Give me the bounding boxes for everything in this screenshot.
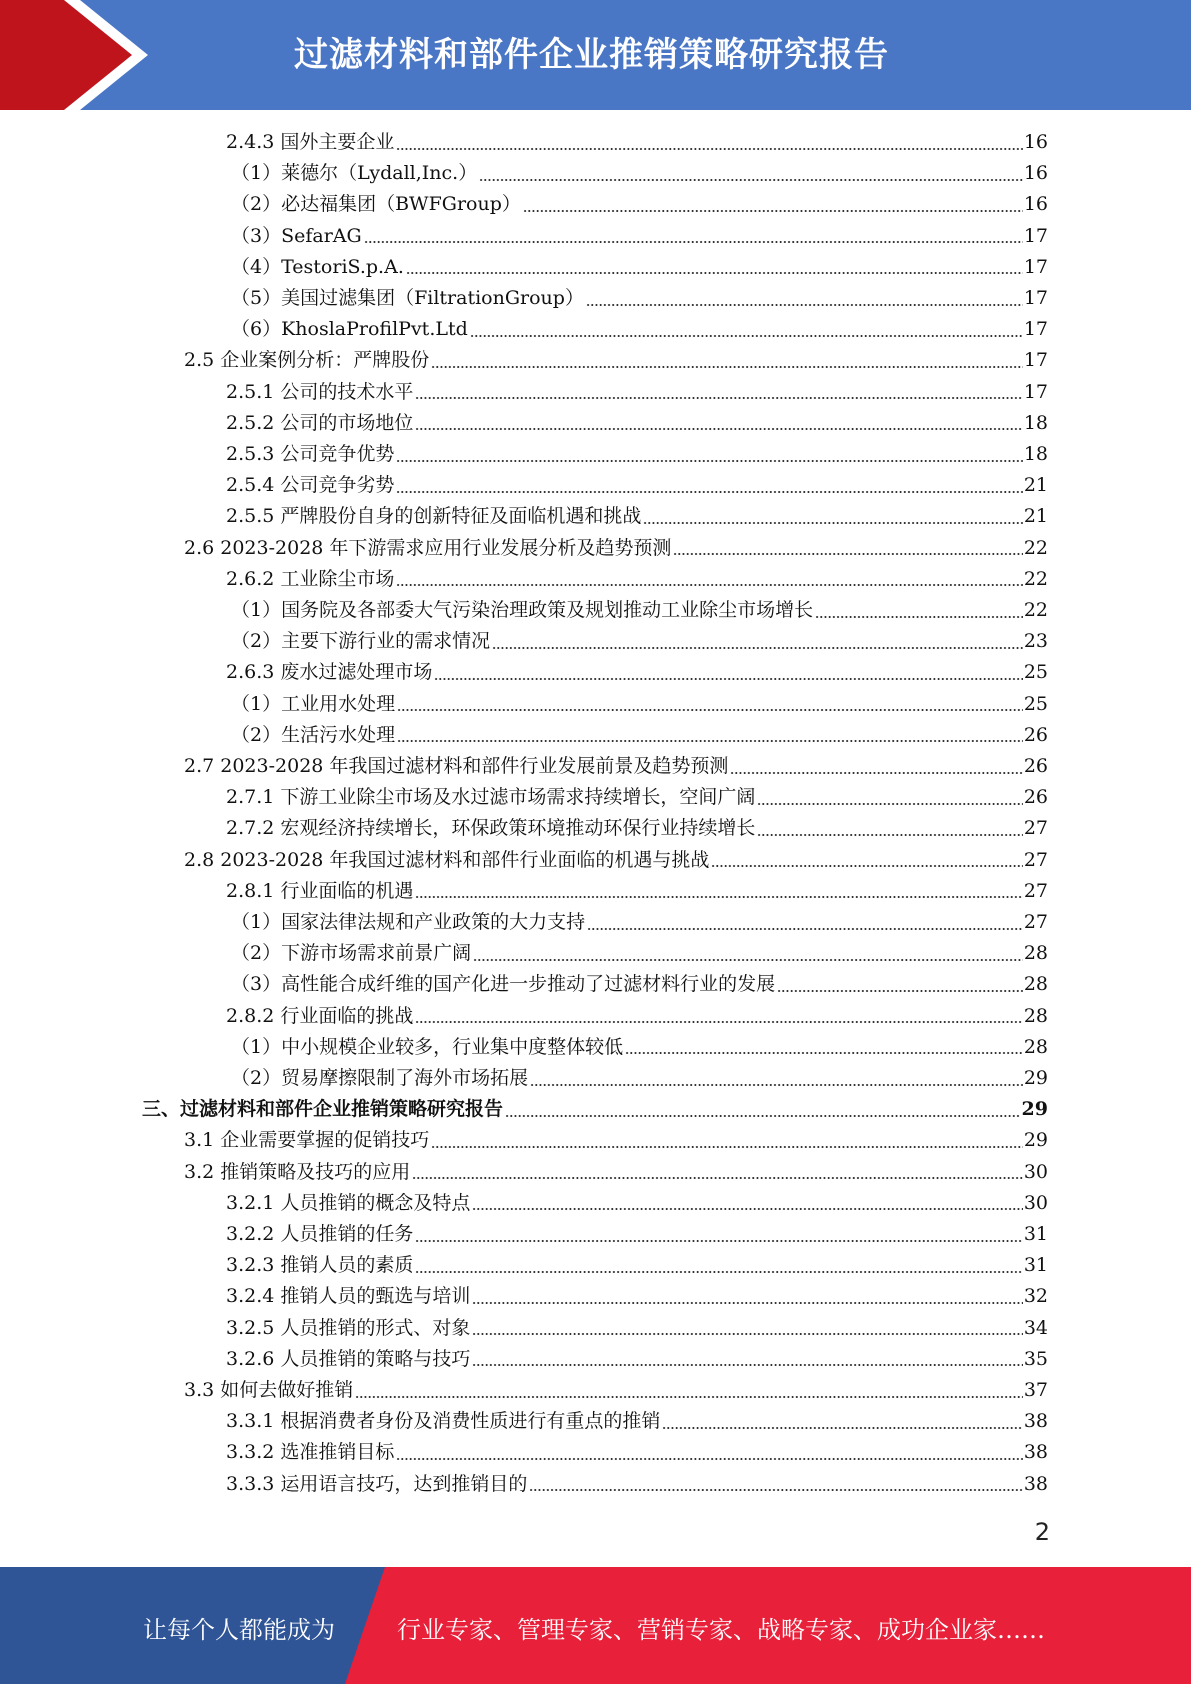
toc-entry-title: 2.7.2 宏观经济持续增长，环保政策环境推动环保行业持续增长: [226, 817, 756, 840]
toc-entry[interactable]: [226, 1437, 1048, 1468]
toc-entry[interactable]: [231, 1032, 1048, 1063]
toc-entry[interactable]: [231, 221, 1048, 252]
toc-dot-leader: [412, 1177, 1023, 1179]
footer-slogan: 让每个人都能成为: [143, 1616, 335, 1644]
toc-dot-leader: [479, 179, 1023, 181]
toc-dot-leader: [586, 304, 1023, 306]
toc-dot-leader: [415, 896, 1022, 898]
toc-entry[interactable]: [184, 533, 1048, 564]
toc-dot-leader: [757, 834, 1022, 836]
toc-entry-title: （6）KhoslaProfilPvt.Ltd: [231, 318, 468, 341]
toc-entry-title: 3.3.3 运用语言技巧，达到推销目的: [226, 1472, 528, 1495]
toc-entry-page: 26: [1023, 723, 1048, 746]
toc-dot-leader: [673, 553, 1022, 555]
toc-entry-page: 38: [1023, 1410, 1048, 1433]
toc-entry[interactable]: [226, 1469, 1048, 1500]
toc-entry-page: 27: [1023, 848, 1048, 871]
toc-entry-page: 25: [1023, 661, 1048, 684]
toc-dot-leader: [472, 1364, 1022, 1366]
toc-dot-leader: [472, 1302, 1022, 1304]
toc-dot-leader: [587, 928, 1023, 930]
toc-entry[interactable]: [142, 1094, 1048, 1125]
toc-dot-leader: [711, 865, 1022, 867]
toc-dot-leader: [406, 272, 1023, 274]
toc-entry[interactable]: [184, 751, 1048, 782]
toc-entry[interactable]: [226, 439, 1048, 470]
toc-entry-page: 28: [1023, 1035, 1048, 1058]
toc-dot-leader: [529, 1489, 1022, 1491]
toc-dot-leader: [415, 1021, 1022, 1023]
toc-entry[interactable]: [231, 1063, 1048, 1094]
toc-entry-page: 28: [1023, 973, 1048, 996]
toc-entry[interactable]: [226, 1344, 1048, 1375]
toc-entry[interactable]: [231, 689, 1048, 720]
header-band: [0, 0, 1191, 110]
toc-entry[interactable]: [226, 1406, 1048, 1437]
toc-entry[interactable]: [226, 813, 1048, 844]
toc-entry[interactable]: [226, 782, 1048, 813]
toc-dot-leader: [472, 1333, 1022, 1335]
toc-entry-title: 3.2.4 推销人员的甄选与培训: [226, 1285, 471, 1308]
toc-entry[interactable]: [184, 345, 1048, 376]
toc-entry[interactable]: [231, 720, 1048, 751]
toc-entry-title: （1）工业用水处理: [231, 692, 396, 715]
toc-entry-page: 16: [1023, 193, 1048, 216]
toc-entry-page: 32: [1023, 1285, 1048, 1308]
toc-entry[interactable]: [226, 1219, 1048, 1250]
toc-entry-title: （1）国家法律法规和产业政策的大力支持: [231, 911, 586, 933]
toc-dot-leader: [492, 647, 1023, 649]
toc-dot-leader: [397, 709, 1023, 711]
toc-entry[interactable]: [226, 1281, 1048, 1312]
toc-dot-leader: [815, 616, 1023, 618]
toc-entry[interactable]: [226, 408, 1048, 439]
toc-entry[interactable]: [226, 876, 1048, 907]
toc-dot-leader: [431, 366, 1023, 368]
toc-dot-leader: [523, 210, 1023, 212]
toc-entry-title: （3）高性能合成纤维的国产化进一步推动了过滤材料行业的发展: [231, 973, 776, 996]
toc-dot-leader: [364, 241, 1023, 243]
toc-entry-page: 17: [1023, 255, 1048, 278]
toc-entry[interactable]: [184, 845, 1048, 876]
toc-entry-page: 22: [1023, 599, 1048, 621]
toc-dot-leader: [355, 1396, 1023, 1398]
toc-entry-title: 2.5.1 公司的技术水平: [226, 380, 414, 403]
toc-entry-title: （4）TestoriS.p.A.: [231, 255, 404, 278]
page-title: 过滤材料和部件企业推销策略研究报告: [294, 35, 889, 75]
toc-dot-leader: [662, 1427, 1022, 1429]
toc-entry[interactable]: [226, 564, 1048, 595]
toc-entry-page: 27: [1023, 879, 1048, 902]
toc-entry[interactable]: [226, 1313, 1048, 1344]
toc-entry[interactable]: [184, 1375, 1048, 1406]
toc-entry-title: （1）莱德尔（Lydall,Inc.）: [231, 162, 478, 185]
toc-entry-page: 22: [1023, 567, 1048, 590]
toc-entry[interactable]: [231, 626, 1048, 657]
toc-entry-title: 3.3 如何去做好推销: [184, 1379, 354, 1401]
toc-entry-title: 2.6.2 工业除尘市场: [226, 567, 395, 590]
toc-dot-leader: [730, 772, 1022, 774]
toc-entry-page: 26: [1023, 786, 1048, 809]
toc-entry[interactable]: [184, 1125, 1048, 1156]
toc-dot-leader: [415, 397, 1022, 399]
toc-entry-title: （2）主要下游行业的需求情况: [231, 630, 491, 653]
toc-entry-title: 2.5.5 严牌股份自身的创新特征及面临机遇和挑战: [226, 505, 642, 528]
toc-entry-page: 17: [1023, 224, 1048, 247]
toc-entry-page: 21: [1023, 505, 1048, 528]
toc-entry-page: 16: [1023, 162, 1048, 185]
toc-entry-page: 28: [1023, 942, 1048, 965]
toc-entry-page: 37: [1023, 1379, 1048, 1401]
toc-entry-page: 34: [1023, 1316, 1048, 1339]
toc-entry-title: （2）下游市场需求前景广阔: [231, 942, 472, 965]
toc-entry[interactable]: [231, 595, 1048, 626]
toc-dot-leader: [434, 678, 1022, 680]
toc-entry[interactable]: [226, 657, 1048, 688]
toc-entry-title: 2.7 2023-2028 年我国过滤材料和部件行业发展前景及趋势预测: [184, 755, 729, 777]
toc-dot-leader: [397, 740, 1023, 742]
toc-dot-leader: [530, 1084, 1023, 1086]
toc-dot-leader: [431, 1146, 1023, 1148]
toc-entry-title: 3.2.2 人员推销的任务: [226, 1223, 414, 1245]
toc-entry-title: 3.2 推销策略及技巧的应用: [184, 1160, 411, 1183]
toc-entry-title: 2.7.1 下游工业除尘市场及水过滤市场需求持续增长，空间广阔: [226, 786, 756, 809]
toc-dot-leader: [473, 959, 1023, 961]
toc-entry[interactable]: [226, 127, 1048, 158]
toc-entry[interactable]: [231, 314, 1048, 345]
toc-entry-page: 16: [1023, 131, 1048, 153]
toc-dot-leader: [777, 990, 1023, 992]
toc-entry-page: 27: [1023, 911, 1048, 933]
toc-entry-page: 27: [1023, 817, 1048, 840]
toc-entry-page: 18: [1023, 443, 1048, 465]
toc-entry[interactable]: [226, 501, 1048, 532]
toc-dot-leader: [505, 1115, 1021, 1117]
toc-entry-title: 2.6.3 废水过滤处理市场: [226, 661, 433, 684]
toc-entry-title: （2）必达福集团（BWFGroup）: [231, 193, 521, 216]
toc-entry[interactable]: [226, 1250, 1048, 1281]
toc-entry-title: （1）国务院及各部委大气污染治理政策及规划推动工业除尘市场增长: [231, 599, 814, 621]
toc-entry-title: 2.5.3 公司竞争优势: [226, 443, 395, 465]
toc-entry-page: 38: [1023, 1472, 1048, 1495]
toc-entry-title: 三、过滤材料和部件企业推销策略研究报告: [142, 1098, 504, 1121]
toc-entry-page: 35: [1023, 1347, 1048, 1370]
toc-dot-leader: [396, 1458, 1022, 1460]
toc-entry-page: 18: [1023, 411, 1048, 434]
toc-entry[interactable]: [226, 377, 1048, 408]
toc-entry[interactable]: [231, 969, 1048, 1000]
toc-entry-title: （5）美国过滤集团（FiltrationGroup）: [231, 287, 584, 309]
toc-entry-page: 23: [1023, 630, 1048, 653]
toc-entry[interactable]: [231, 189, 1048, 220]
toc-entry-title: 3.3.2 选准推销目标: [226, 1441, 395, 1464]
toc-entry[interactable]: [231, 907, 1048, 938]
toc-dot-leader: [643, 522, 1022, 524]
toc-dot-leader: [415, 428, 1022, 430]
toc-entry-page: 17: [1023, 380, 1048, 403]
toc-entry-title: 3.3.1 根据消费者身份及消费性质进行有重点的推销: [226, 1410, 661, 1433]
toc-entry-title: 2.5.2 公司的市场地位: [226, 411, 414, 434]
toc-entry[interactable]: [231, 252, 1048, 283]
toc-entry-title: 3.2.5 人员推销的形式、对象: [226, 1316, 471, 1339]
toc-dot-leader: [396, 460, 1022, 462]
toc-entry[interactable]: [226, 470, 1048, 501]
toc-entry-page: 25: [1023, 692, 1048, 715]
toc-dot-leader: [625, 1052, 1023, 1054]
toc-entry[interactable]: [231, 158, 1048, 189]
toc-entry-title: 2.8 2023-2028 年我国过滤材料和部件行业面临的机遇与挑战: [184, 848, 710, 871]
toc-entry-page: 21: [1023, 474, 1048, 497]
toc-entry[interactable]: [231, 283, 1048, 314]
toc-entry-title: 2.5.4 公司竞争劣势: [226, 474, 395, 497]
toc-entry-title: （2）生活污水处理: [231, 723, 396, 746]
toc-entry-title: 3.2.1 人员推销的概念及特点: [226, 1191, 471, 1214]
toc-entry-title: 2.8.1 行业面临的机遇: [226, 879, 414, 902]
toc-entry-title: 2.4.3 国外主要企业: [226, 131, 395, 153]
toc-entry-title: 2.6 2023-2028 年下游需求应用行业发展分析及趋势预测: [184, 536, 672, 559]
toc-entry-page: 17: [1023, 349, 1048, 372]
footer-roles: 行业专家、管理专家、营销专家、战略专家、成功企业家……: [397, 1616, 1045, 1644]
toc-entry-page: 22: [1023, 536, 1048, 559]
toc-entry[interactable]: [226, 1001, 1048, 1032]
toc-dot-leader: [396, 584, 1022, 586]
toc-entry-title: 2.5 企业案例分析：严牌股份: [184, 349, 430, 372]
toc-entry-page: 30: [1023, 1191, 1048, 1214]
toc-entry[interactable]: [226, 1188, 1048, 1219]
toc-dot-leader: [396, 148, 1022, 150]
toc-dot-leader: [470, 335, 1023, 337]
toc-entry-title: 3.2.6 人员推销的策略与技巧: [226, 1347, 471, 1370]
toc-entry-page: 17: [1023, 318, 1048, 341]
toc-entry-page: 28: [1023, 1004, 1048, 1027]
toc-entry-page: 31: [1023, 1223, 1048, 1245]
toc-entry-page: 17: [1023, 287, 1048, 309]
toc-entry-title: （3）SefarAG: [231, 224, 362, 247]
toc-entry-page: 38: [1023, 1441, 1048, 1464]
toc-entry-title: 2.8.2 行业面临的挑战: [226, 1004, 414, 1027]
toc-entry-title: 3.1 企业需要掌握的促销技巧: [184, 1129, 430, 1152]
toc-entry-title: （1）中小规模企业较多，行业集中度整体较低: [231, 1035, 624, 1058]
toc-entry-title: 3.2.3 推销人员的素质: [226, 1254, 414, 1277]
toc-entry-title: （2）贸易摩擦限制了海外市场拓展: [231, 1067, 529, 1089]
toc-entry-page: 29: [1023, 1129, 1048, 1152]
toc-entry-page: 29: [1023, 1067, 1048, 1089]
toc-entry-page: 29: [1021, 1098, 1048, 1121]
toc-entry-page: 31: [1023, 1254, 1048, 1277]
toc-dot-leader: [757, 803, 1022, 805]
page-number: 2: [1034, 1518, 1050, 1546]
toc-dot-leader: [415, 1271, 1022, 1273]
toc-dot-leader: [415, 1240, 1022, 1242]
toc-entry-page: 30: [1023, 1160, 1048, 1183]
toc-entry[interactable]: [231, 938, 1048, 969]
toc-dot-leader: [396, 491, 1022, 493]
toc-entry-page: 26: [1023, 755, 1048, 777]
toc-entry[interactable]: [184, 1157, 1048, 1188]
toc-dot-leader: [472, 1208, 1022, 1210]
